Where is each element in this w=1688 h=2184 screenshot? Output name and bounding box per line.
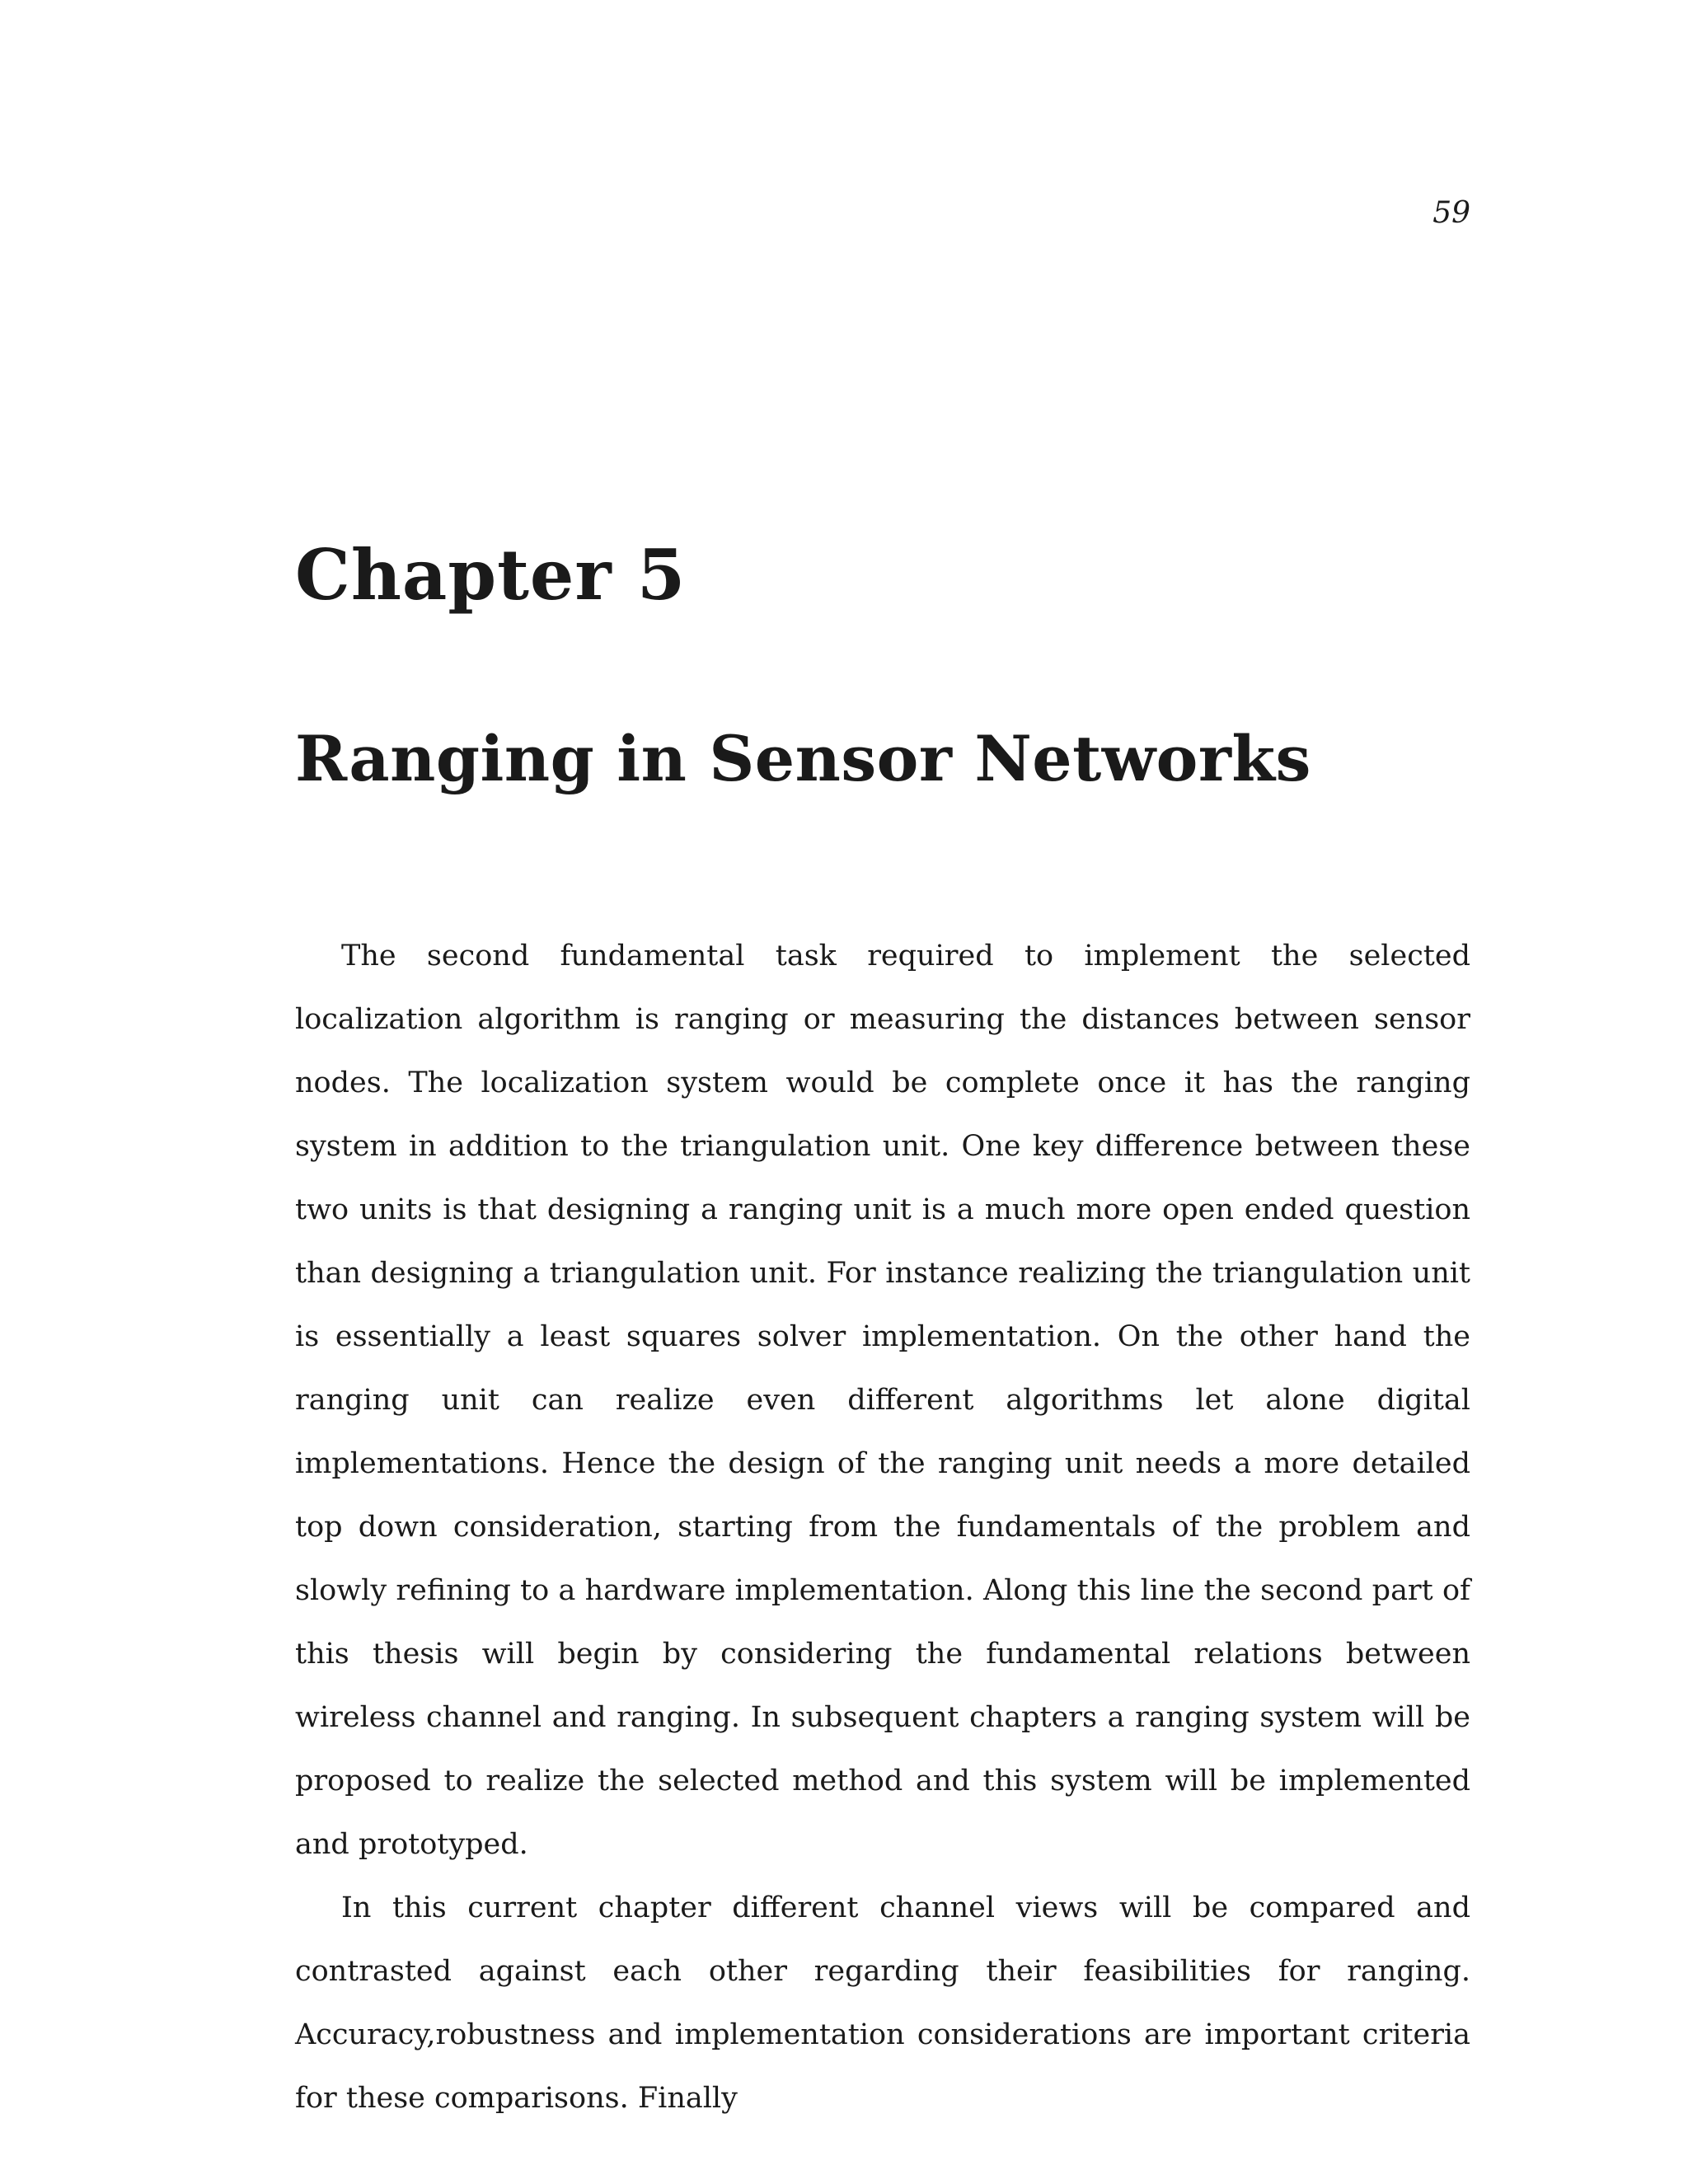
paragraph-1: The second fundamental task required to implement the selected localization algorithm is ranging or measuring the distances between sensor nodes. The localization system would be complete once it has the ranging system in addition to the triangulation unit. One key difference between these two units is that designing a ranging unit is a much more open ended question than designing a triangulation unit. For instance realizing the triangulation unit is essentially a least squares solver implementation. On the other hand the ranging unit can realize even different algorithms let alone digital implementations. Hence the design of the ranging unit needs a more detailed top down consideration, starting from the fundamentals of the problem and slowly refining to a hardware implementation. Along this line the second part of this thesis will begin by considering the fundamental relations between wireless channel and ranging. In subsequent chapters a ranging system will be proposed to realize the selected method and this system will be implemented and prototyped.: [295, 940, 1470, 1861]
paragraph-2: In this current chapter different channel views will be compared and contrasted against each other regarding their feasibilities for ranging. Accuracy,robustness and implementation considerations are important criteria for these comparisons. Finally: [295, 1891, 1470, 2115]
page-number: 59: [1432, 196, 1470, 230]
body-text: [295, 925, 1470, 2130]
chapter-title: Ranging in Sensor Networks: [295, 722, 1311, 795]
chapter-label: Chapter 5: [295, 534, 687, 616]
